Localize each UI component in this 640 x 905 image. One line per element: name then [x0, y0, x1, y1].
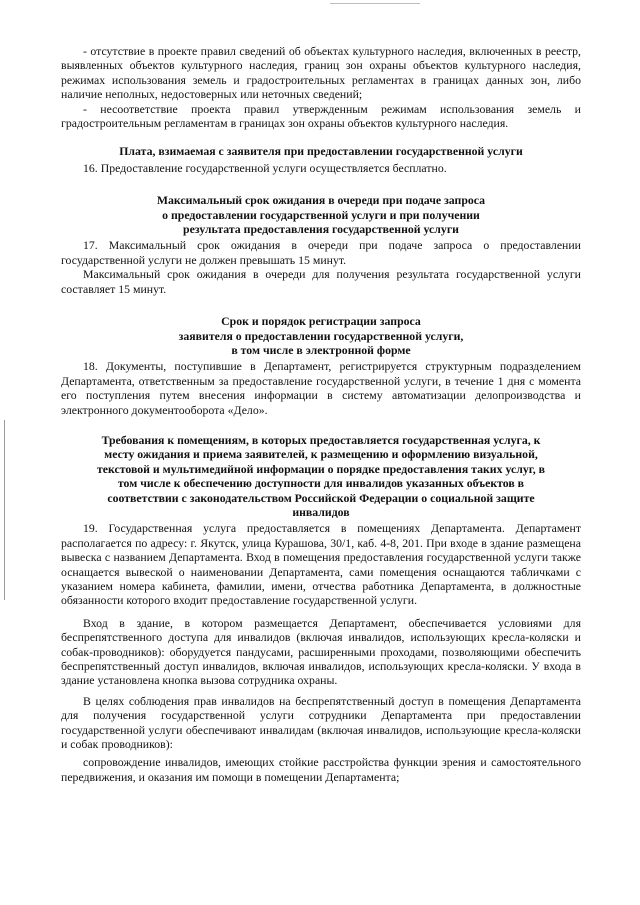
section-heading-wait: Максимальный срок ожидания в очереди при подаче запроса о предоставлении государственной услуги и при получении результата предоставления государственной услуги: [156, 193, 486, 237]
scan-artifact-left: [4, 420, 5, 600]
section-heading-registration: Срок и порядок регистрации запроса заявителя о предоставлении государственной услуги, в том числе в электронной форме: [178, 314, 464, 357]
paragraph: 16. Предоставление государственной услуги осуществляется бесплатно.: [83, 160, 447, 175]
paragraph: Максимальный срок ожидания в очереди для получения результата государственной услуги составляет 15 минут.: [61, 267, 581, 296]
paragraph: В целях соблюдения прав инвалидов на беспрепятственный доступ в помещения Департамента для получения государственной услуги сотрудники Департамента при предоставлении государственной услуги обеспечивают инвалидам (включая инвалидов, использующие кресла-коляски и собак проводников):: [61, 693, 581, 752]
document-page: [61, 44, 581, 784]
paragraph: 18. Документы, поступившие в Департамент, регистрируется структурным подразделением Департамента, ответственным за предоставление государственной услуги, в течение 1 дня с момента его поступления путем внесения информации в систему автоматизации делопроизводства и электронного документооборота «Дело».: [61, 359, 581, 417]
section-heading-fee: Плата, взимаемая с заявителя при предоставлении государственной услуги: [119, 144, 523, 159]
scan-artifact-top: [330, 3, 420, 4]
paragraph: Вход в здание, в котором размещается Департамент, обеспечивается условиями для беспрепятственного доступа для инвалидов (включая инвалидов, использующих кресла-коляски и собак-проводников): оборудуется пандусами, расширенными проходами, позволяющими обеспечить беспрепятственный доступ инвалидов, включая инвалидов, использующих кресла-коляски. У входа в здание установлена кнопка вызова сотрудника охраны.: [61, 615, 581, 688]
paragraph: 17. Максимальный срок ожидания в очереди при подаче запроса о предоставлении государственной услуги не должен превышать 15 минут.: [61, 238, 581, 267]
list-item: - несоответствие проекта правил утвержденным режимам использования земель и градостроительным регламентам в границах зон охраны объектов культурного наследия.: [61, 101, 581, 131]
list-item: - отсутствие в проекте правил сведений об объектах культурного наследия, включенных в реестр, выявленных объектов культурного наследия, границ зон охраны объектов культурного наследия, режимах использования земель и градостроительных регламентах в границах данных зон, либо наличие неполных, недостоверных или неточных сведений;: [61, 44, 581, 102]
section-heading-premises: Требования к помещениям, в которых предоставляется государственная услуга, к месту ожидания и приема заявителей, к размещению и оформлению визуальной, текстовой и мультимедийной информации о порядке предоставления таких услуг, в том числе к обеспечению доступности для инвалидов указанных объектов в соответствии с законодательством Российской Федерации о социальной защите инвалидов: [96, 432, 546, 519]
paragraph: 19. Государственная услуга предоставляется в помещениях Департамента. Департамент располагается по адресу: г. Якутск, улица Курашова, 30/1, каб. 4-8, 201. При входе в здание размещена вывеска с названием Департамента. Вход в помещения предоставления государственной услуги также оснащается вывеской о наименовании Департамента, сами помещения оснащаются табличками с указанием номера кабинета, фамилии, имени, отчества работника Департамента, в должностные обязанности которого входит предоставление государственной услуги.: [61, 521, 581, 608]
paragraph: сопровождение инвалидов, имеющих стойкие расстройства функции зрения и самостоятельного передвижения, и оказания им помощи в помещении Департамента;: [61, 755, 581, 784]
